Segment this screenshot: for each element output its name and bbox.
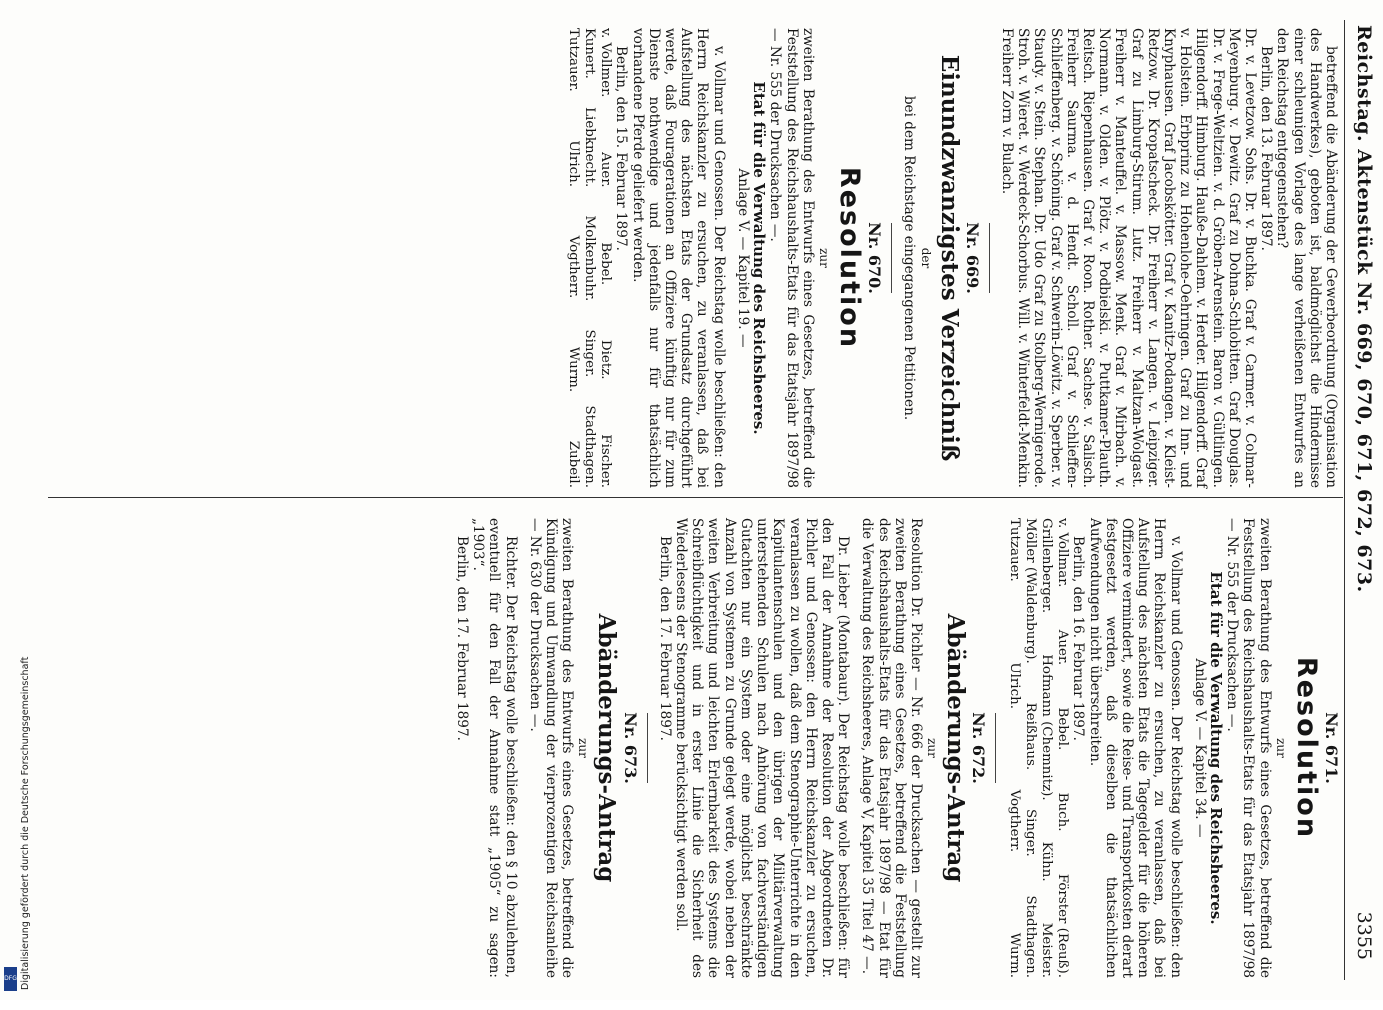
digitization-credit (20, 10, 40, 1010)
running-header: Reichstag. Aktenstück Nr. 669, 670, 671, 672, 673. (1353, 25, 1375, 593)
signature: Möller (Waldenburg). (1022, 518, 1038, 664)
signature: Wurm. (1006, 932, 1022, 978)
signature-row (565, 28, 581, 488)
body-670: v. Vollmar und Genossen. Der Reichstag wolle beschließen: den Herrn Reichskanzler zu ersuchen, zu veranlassen, daß bei Aufstellung des nächsten Etats der Grundsatz durchgeführt werde, daß Fouragerationen an Offiziere künftig nur für zum Dienste nothwendige und jedenfalls nur für thatsächlich vorhandene Pferde geliefert werden. (629, 28, 727, 488)
subtitle-669: bei dem Reichstage eingegangenen Petitionen. (901, 95, 918, 421)
signature-row (1022, 518, 1038, 978)
signature: Wurm. (565, 346, 581, 393)
signature: Kunert. (582, 28, 598, 79)
signature-row (1038, 518, 1054, 978)
signature: Grillenberger. (1038, 518, 1054, 614)
signature: Dietz. (598, 339, 614, 380)
text-672: Resolution Dr. Pichler — Nr. 666 der Drucksachen — gestellt zur zweiten Berathung eines Gesetzes, betreffend die Feststellung des Reichshaushalts-Etats für das Etatsjahr 1897/98 — Etat für die Verwaltung des Reichsheeres, Anlage V, Kapitel 35 Titel 47 —. (859, 518, 924, 978)
zur-671: zur (1273, 738, 1288, 758)
etat-671: Etat für die Verwaltung des Reichsheeres. (1206, 571, 1225, 925)
anlage-670: Anlage V. — Kapitel 19. — (734, 168, 751, 348)
date-673: Berlin, den 17. Februar 1897. (454, 536, 471, 741)
date-672: Berlin, den 17. Februar 1897. (656, 536, 673, 741)
header-rule (1344, 20, 1345, 980)
zur-672: zur (925, 738, 940, 758)
logo-text: DFG (4, 975, 17, 982)
nr-670: Nr. 670. (865, 222, 885, 294)
zur-670: zur (816, 248, 831, 268)
signatures-670 (565, 28, 614, 488)
signature: Ulrich. (1006, 662, 1022, 709)
divider (989, 223, 990, 293)
nr-672: Nr. 672. (969, 712, 989, 784)
signature: Singer. (582, 329, 598, 378)
divider (647, 713, 648, 783)
signature: Bebel. (598, 242, 614, 286)
signature-row (597, 28, 613, 488)
der-label: der (918, 247, 933, 269)
date-671: Berlin, den 16. Februar 1897. (1070, 536, 1087, 741)
signature: Vogtherr. (1006, 789, 1022, 853)
intro-text: betreffend die Abänderung der Gewerbeordnung (Organisation des Handwerkes), geboten ist, baldmöglichst die Hindernisse einer schleunigen Vorlage des lange verheißenen Entwurfes an den Reichstag entgegenstehen? (1274, 28, 1339, 488)
signature: Förster (Reuß). (1055, 873, 1071, 978)
signature: Auer. (598, 152, 614, 188)
title-669: Einundzwanzigstes Verzeichniß (935, 54, 963, 462)
body-672: Dr. Lieber (Montabaur). Der Reichstag wolle beschließen: für den Fall der Annahme der Resolution der Abgeordneten Dr. Pichler und Genossen: den Herrn Reichskanzler zu ersuchen, veranlassen zu wollen, daß dem Stenographie-Unterrichte in den Kapitulantenschulen und den übrigen der Militärverwaltung unterstehenden Schulen nach Anhörung von fachverständigen Gutachten nur ein System oder eine möglichst beschränkte Anzahl von Systemen zu Grunde gelegt werde, wobei neben der weiten Verbreitung und leichten Erlernbarkeit des Systems die Schreibflüchtigkeit und in erster Linie die Sicherheit des Wiederlesens der Stenogramme berücksichtigt werden soll. (673, 518, 852, 978)
signature: Liebknecht. (582, 107, 598, 188)
signature-row (581, 28, 597, 488)
signature: Tutzauer. (565, 28, 581, 92)
signature: Stadthagen. (582, 405, 598, 488)
left-column (565, 28, 1339, 488)
nr-673: Nr. 673. (620, 712, 640, 784)
signature: v. Vollmar. (1055, 518, 1071, 588)
title-672: Abänderungs-Antrag (942, 613, 970, 883)
text-673: zweiten Berathung des Entwurfs eines Gesetzes, betreffend die Kündigung und Umwandlung der vierprozentigen Reichsanleihe — Nr. 630 der Drucksachen —. (526, 518, 576, 978)
title-671: Resolution (1290, 656, 1322, 840)
page-number: 3355 (1353, 911, 1375, 960)
signature: Ulrich. (565, 140, 581, 187)
signature-row (1005, 518, 1021, 978)
text-671: zweiten Berathung des Entwurfs eines Gesetzes, betreffend die Feststellung des Reichshaushalts-Etats für das Etatsjahr 1897/98 — Nr. 555 der Drucksachen —. (1224, 518, 1273, 978)
signature: Singer. (1022, 808, 1038, 857)
divider (891, 223, 892, 293)
signature: Fischer. (598, 434, 614, 488)
signature: Buch. (1055, 792, 1071, 832)
signature: Reißhaus. (1022, 702, 1038, 771)
signature: Bebel. (1055, 707, 1071, 751)
signatures-671 (1005, 518, 1070, 978)
date-670: Berlin, den 15. Februar 1897. (613, 46, 630, 251)
signature: Hofmann (Chemnitz). (1038, 654, 1054, 801)
etat-670: Etat für die Verwaltung des Reichsheeres. (750, 81, 769, 435)
signatures-1: Dr. v. Levetzow. Sohs. Dr. v. Buchka. Graf v. Carmer. v. Colmar-Meyenburg. v. Dewitz. Graf zu Dohna-Schlobitten. Graf Douglas. Dr. v. Frege-Weltzien. v. d. Gröben-Arenstein. Baron v. Gültlingen. Hilgendorff. Himburg. Hauße-Dahlem. v. Herder. Hilgendorff. Graf v. Holstein. Erbprinz zu Hohenlohe-Oehringen. Graf zu Inn- und Knyphausen. Graf Jacobskötter. Graf v. Kanitz-Podangen. v. Kleist-Retzow. Dr. Kropatscheck. Dr. Freiherr v. Langen. v. Leipziger. Graf zu Limburg-Stirum. Lutz. Freiherr v. Maltzan-Wolgast. Freiherr v. Manteuffel. v. Massow. Menk. Graf v. Mirbach. v. Normann. v. Olden. v. Plötz. v. Podbielski. v. Puttkamer-Plauth. Reitsch. Riepenhausen. Graf v. Roon. Rother. Sachse. v. Salisch. Freiherr Saurma. v. d. Hendt. Scholl. Graf v. Schlieffen-Schlieffenberg. v. Schöning. Graf v. Schwerin-Löwitz. v. Sperber. v. Staudy. v. Stein. Stephan. Dr. Udo Graf zu Stolberg-Wernigerode. Stroh. v. Wieret. v. Werdeck-Schorbus. Will. v. Winterfeldt-Menkin. Freiherr Zorn v. Bulach. (998, 28, 1258, 488)
nr-671: Nr. 671. (1322, 712, 1341, 784)
signature: Zubeil. (565, 440, 581, 488)
zur-673: zur (576, 738, 591, 758)
signature-row (1054, 518, 1070, 978)
divider (995, 713, 996, 783)
signature: Stadthagen. (1022, 895, 1038, 978)
signature: Molkenbuhr. (582, 215, 598, 302)
title-673: Abänderungs-Antrag (593, 613, 621, 883)
signature: Meister. (1038, 922, 1054, 978)
dfg-logo (4, 967, 17, 991)
title-670: Resolution (833, 166, 865, 350)
body-671: v. Vollmar und Genossen. Der Reichstag wolle beschließen: den Herrn Reichskanzler zu ersuchen, zu veranlassen, daß bei Aufstellung des nächsten Etats die Tagegelder für die höheren Offiziere vermindert, sowie die Reise- und Transportkosten derart festgesetzt werden, daß dieselben die thatsächlichen Aufwendungen nicht überschreiten. (1086, 518, 1184, 978)
signature: Kühn. (1038, 841, 1054, 882)
signature: Vogtherr. (565, 235, 581, 299)
column-divider (48, 497, 1343, 498)
text-670: zweiten Berathung des Entwurfs eines Gesetzes, betreffend die Feststellung des Reichshaushalts-Etats für das Etatsjahr 1897/98 — Nr. 555 der Drucksachen —. (767, 28, 816, 488)
right-column (454, 518, 1339, 978)
signature: Tutzauer. (1006, 518, 1022, 582)
date-1: Berlin, den 13. Februar 1897. (1258, 46, 1275, 251)
signature: Auer. (1055, 629, 1071, 666)
anlage-671: Anlage V. — Kapitel 34. — (1191, 658, 1208, 838)
credit-text: Digitalisierung gefördert durch die Deutsche Forschungsgemeinschaft (20, 656, 31, 990)
body-673: Richter. Der Reichstag wolle beschließen: den § 10 abzulehnen, eventuell für den Fall der Annahme statt „1905“ zu sagen: „1903“. (470, 518, 519, 978)
nr-669: Nr. 669. (962, 222, 982, 294)
signature: v. Vollmer. (598, 28, 614, 98)
